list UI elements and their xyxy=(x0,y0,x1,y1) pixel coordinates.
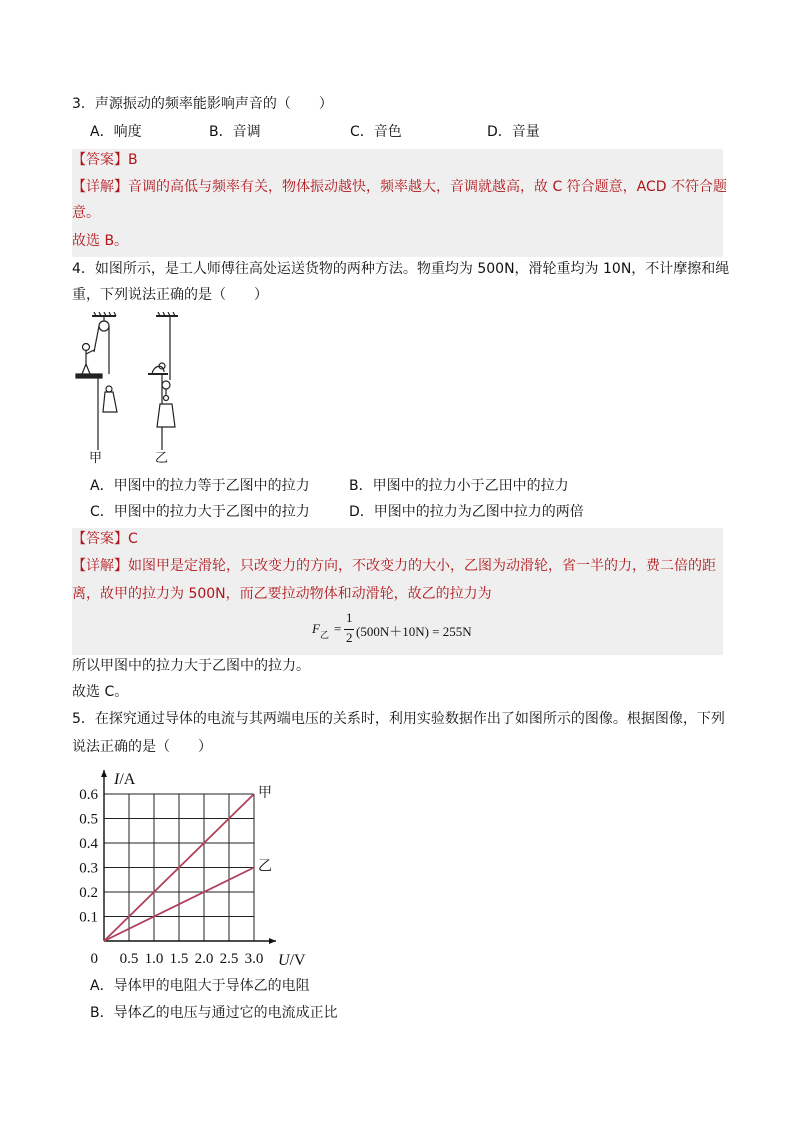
movable-pulley-diagram xyxy=(148,312,178,450)
q4-after-formula: 所以甲图中的拉力大于乙图中的拉力。 xyxy=(72,658,310,674)
y-tick-label: 0.6 xyxy=(79,787,98,803)
x-tick-label: 0.5 xyxy=(119,951,139,967)
q4-option-a: A．甲图中的拉力等于乙图中的拉力 xyxy=(90,478,310,494)
answer-value: C xyxy=(128,531,138,547)
q3-stem: 3．声源振动的频率能影响声音的（ ） xyxy=(72,96,333,112)
y-tick-label: 0.3 xyxy=(79,860,98,877)
pulley-figure xyxy=(72,312,202,462)
answer-tag: 【答案】 xyxy=(72,531,128,547)
q5-stem-line1: 5．在探究通过导体的电流与其两端电压的关系时，利用实验数据作出了如图所示的图像。根据图像，下列 xyxy=(72,711,725,727)
x-tick-label: 3.0 xyxy=(244,951,264,967)
q3-answer xyxy=(72,150,138,170)
x-axis-arrow xyxy=(269,938,276,944)
y-axis-arrow xyxy=(101,770,107,777)
formula-rhs: (500N＋10N) = 255N xyxy=(356,624,472,639)
detail-text: 音调的高低与频率有关，物体振动越快，频率越大，音调就越高，故 C 符合题意，ACD 不符合题 xyxy=(128,179,728,195)
q4-stem-line2: 重，下列说法正确的是（ ） xyxy=(72,287,268,303)
x-tick-label: 2.0 xyxy=(194,951,214,967)
answer-tag: 【答案】 xyxy=(72,152,128,168)
detail-text: 如图甲是定滑轮，只改变力的方向，不改变力的大小，乙图为动滑轮，省一半的力，费二倍的距 xyxy=(128,558,716,574)
origin-label: 0 xyxy=(90,951,98,967)
formula-eq: = xyxy=(334,621,342,636)
y-tick-label: 0.5 xyxy=(79,811,98,828)
q4-option-d: D．甲图中的拉力为乙图中拉力的两倍 xyxy=(349,504,584,520)
y-tick-label: 0.4 xyxy=(79,836,98,852)
q5-option-a: A．导体甲的电阻大于导体乙的电阻 xyxy=(90,978,310,994)
formula-sub: 乙 xyxy=(320,631,330,641)
q3-option-d: D．音量 xyxy=(487,124,540,140)
x-tick-label: 1.0 xyxy=(144,951,164,967)
q4-option-b: B．甲图中的拉力小于乙田中的拉力 xyxy=(349,478,569,494)
q5-option-b: B．导体乙的电压与通过它的电流成正比 xyxy=(90,1005,338,1021)
y-tick-label: 0.2 xyxy=(79,885,98,901)
q4-detail-line1 xyxy=(72,556,716,576)
x-tick-label: 2.5 xyxy=(219,951,239,967)
x-tick-label: 1.5 xyxy=(169,951,189,967)
q3-conclusion: 故选 B。 xyxy=(72,233,129,249)
q3-detail-line1 xyxy=(72,177,727,197)
q3-answer-band xyxy=(72,149,723,257)
series-label-jia: 甲 xyxy=(258,785,272,801)
figure-label-yi: 乙 xyxy=(155,451,169,466)
formula-lhs: F xyxy=(312,621,320,636)
q4-conclusion: 故选 C。 xyxy=(72,684,129,700)
q3-option-b: B．音调 xyxy=(209,124,261,140)
formula-frac-den: 2 xyxy=(346,630,353,645)
q3-option-c: C．音色 xyxy=(350,124,402,140)
q5-stem-line2: 说法正确的是（ ） xyxy=(72,739,212,755)
detail-tag: 【详解】 xyxy=(72,179,128,195)
y-axis-label: I/A xyxy=(114,771,136,788)
q3-detail-line2: 意。 xyxy=(72,205,100,221)
figure-label-jia: 甲 xyxy=(89,451,103,466)
q4-answer xyxy=(72,529,138,549)
q3-option-a: A．响度 xyxy=(90,124,142,140)
answer-value: B xyxy=(128,152,138,168)
fixed-pulley-diagram xyxy=(76,312,117,450)
series-label-yi: 乙 xyxy=(258,858,272,875)
q4-stem-line1: 4．如图所示，是工人师傅往高处运送货物的两种方法。物重均为 500N，滑轮重均为 10N，不计摩擦和绳 xyxy=(72,261,730,277)
detail-tag: 【详解】 xyxy=(72,558,128,574)
q4-detail-line2: 离，故甲的拉力为 500N，而乙要拉动物体和动滑轮，故乙的拉力为 xyxy=(72,586,492,602)
iv-graph xyxy=(72,760,312,970)
q4-option-c: C．甲图中的拉力大于乙图中的拉力 xyxy=(90,504,310,520)
y-tick-label: 0.1 xyxy=(79,909,98,926)
x-axis-label: U/V xyxy=(278,952,306,969)
formula-frac-num: 1 xyxy=(346,610,353,625)
